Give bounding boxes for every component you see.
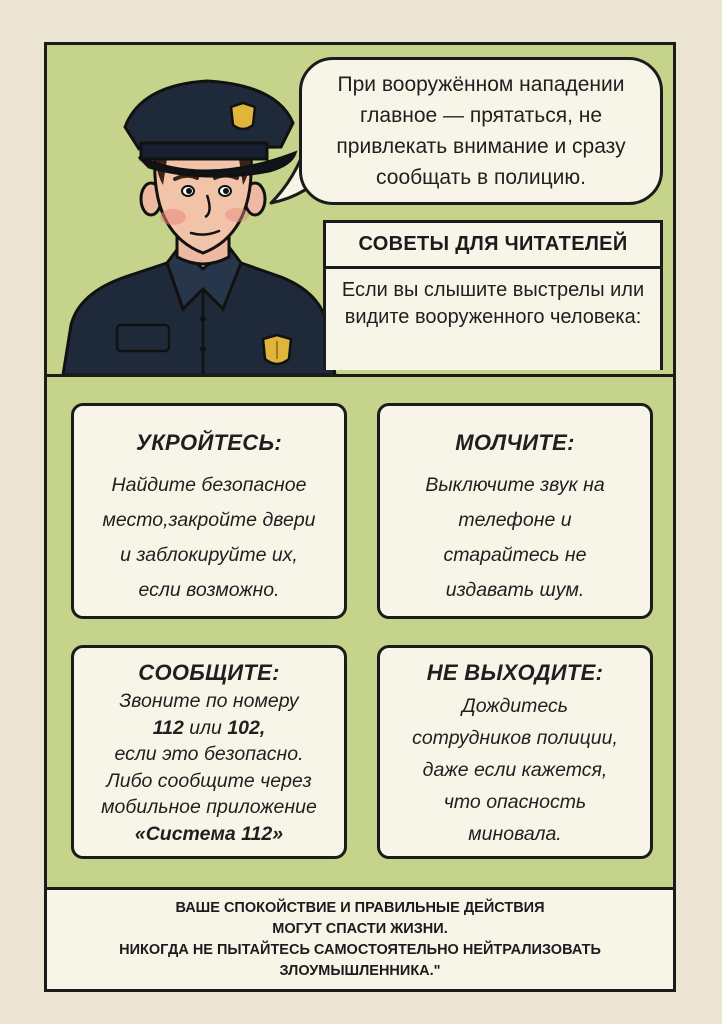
tip-line: Выключите звук на <box>425 474 605 496</box>
tip-line: издавать шум. <box>445 579 585 601</box>
tip-card-silence <box>377 403 653 619</box>
tip-line: что опасность <box>443 791 587 813</box>
footer-line: МОГУТ СПАСТИ ЖИЗНИ. <box>272 920 448 937</box>
chest-badge-icon <box>263 335 291 364</box>
speech-bubble <box>299 57 663 205</box>
tip-card-text <box>74 468 344 608</box>
poster-frame <box>44 42 676 992</box>
tip-card-title: НЕ ВЫХОДИТЕ: <box>426 660 604 685</box>
tip-line: старайтесь не <box>443 544 587 566</box>
top-panel <box>47 45 673 375</box>
tip-card-stay <box>377 645 653 859</box>
reader-tips-title: СОВЕТЫ ДЛЯ ЧИТАТЕЛЕЙ <box>326 223 660 269</box>
phone-number-102: 102, <box>227 716 266 739</box>
tip-line-or: или <box>183 716 228 739</box>
tip-card-title: УКРОЙТЕСЬ: <box>136 430 282 455</box>
tip-line-app <box>74 821 344 848</box>
tip-card-hide <box>71 403 347 619</box>
tip-line: место,закройте двери <box>102 509 316 531</box>
speech-bubble-text: При вооружённом нападении главное — прятаться, не привлекать внимание и сразу сообщать в полицию. <box>336 73 626 189</box>
cap-badge-icon <box>231 103 255 129</box>
reader-tips-box <box>323 220 663 370</box>
tip-line: и заблокируйте их, <box>120 544 298 566</box>
tip-card-title: СООБЩИТЕ: <box>138 660 280 685</box>
footer-line: ЗЛОУМЫШЛЕННИКА." <box>279 962 441 979</box>
tip-line: миновала. <box>468 823 562 845</box>
footer-line: НИКОГДА НЕ ПЫТАЙТЕСЬ САМОСТОЯТЕЛЬНО НЕЙТРАЛИЗОВАТЬ <box>119 941 601 958</box>
reader-tips-intro-text: Если вы слышите выстрелы или видите вооруженного человека: <box>341 279 645 328</box>
phone-number-112: 112 <box>152 716 184 739</box>
tip-line: Найдите безопасное <box>111 474 307 496</box>
tip-line: сотрудников полиции, <box>412 727 618 749</box>
tip-line: даже если кажется, <box>422 759 608 781</box>
tip-line: Звоните по номеру <box>119 690 299 712</box>
app-name: «Система 112» <box>134 822 284 845</box>
tip-line: Либо сообщите через <box>106 769 312 792</box>
tip-line: Дождитесь <box>461 695 569 717</box>
reader-tips-intro <box>326 269 660 331</box>
panel-divider <box>47 374 673 377</box>
tip-card-text <box>380 468 650 608</box>
tip-card-report <box>71 645 347 859</box>
tip-card-text <box>74 688 344 847</box>
tip-line-phone-numbers <box>74 715 344 742</box>
tip-line: мобильное приложение <box>101 796 317 818</box>
tip-line: если это безопасно. <box>114 743 304 765</box>
tip-card-title: МОЛЧИТЕ: <box>455 430 575 455</box>
footer-warning <box>47 887 673 989</box>
footer-line: ВАШЕ СПОКОЙСТВИЕ И ПРАВИЛЬНЫЕ ДЕЙСТВИЯ <box>175 899 545 916</box>
tip-card-text <box>380 690 650 850</box>
tip-line: если возможно. <box>138 579 280 601</box>
tip-line: телефоне и <box>458 509 572 531</box>
